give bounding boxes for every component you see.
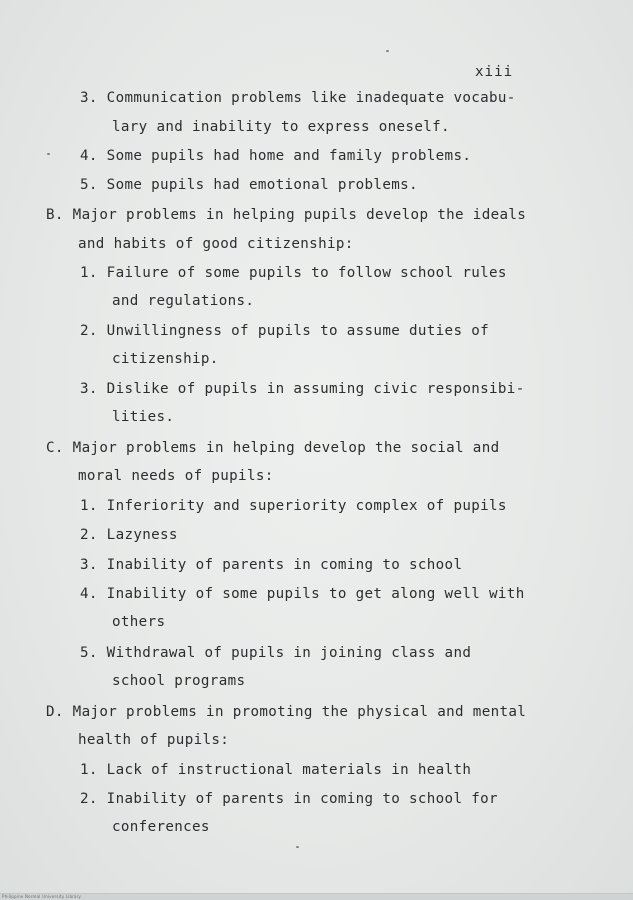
text-line: 2. Lazyness — [80, 527, 178, 543]
text-line: and habits of good citizenship: — [78, 236, 354, 252]
scan-footer-strip — [0, 893, 633, 900]
text-line: moral needs of pupils: — [78, 468, 274, 484]
text-line: school programs — [112, 673, 246, 689]
text-line: lities. — [112, 409, 175, 425]
text-line: and regulations. — [112, 293, 255, 309]
text-line: D. Major problems in promoting the physical and mental — [46, 704, 527, 720]
text-line: 5. Withdrawal of pupils in joining class and — [80, 645, 472, 661]
text-line: 1. Inferiority and superiority complex of pupils — [80, 498, 507, 514]
page-number: xiii — [475, 64, 514, 80]
text-line: C. Major problems in helping develop the social and — [46, 440, 500, 456]
scan-footer-text: Philippine Normal University Library — [2, 894, 82, 899]
text-line: conferences — [112, 819, 210, 835]
text-line: 3. Inability of parents in coming to school — [80, 557, 463, 573]
text-line: B. Major problems in helping pupils develop the ideals — [46, 207, 527, 223]
text-line: 2. Inability of parents in coming to school for — [80, 791, 498, 807]
text-line: 4. Inability of some pupils to get along well with — [80, 586, 525, 602]
ink-speck — [296, 846, 299, 848]
text-line: 2. Unwillingness of pupils to assume duties of — [80, 323, 490, 339]
text-line: 3. Dislike of pupils in assuming civic responsibi- — [80, 381, 525, 397]
text-line: 1. Failure of some pupils to follow school rules — [80, 265, 507, 281]
ink-speck — [47, 153, 50, 155]
text-line: 3. Communication problems like inadequate vocabu- — [80, 90, 516, 106]
text-line: 5. Some pupils had emotional problems. — [80, 177, 418, 193]
text-line: citizenship. — [112, 351, 219, 367]
text-line: lary and inability to express oneself. — [112, 119, 450, 135]
text-line: 1. Lack of instructional materials in health — [80, 762, 472, 778]
ink-speck — [386, 50, 389, 52]
text-line: health of pupils: — [78, 732, 230, 748]
text-line: others — [112, 614, 166, 630]
text-line: 4. Some pupils had home and family problems. — [80, 148, 472, 164]
